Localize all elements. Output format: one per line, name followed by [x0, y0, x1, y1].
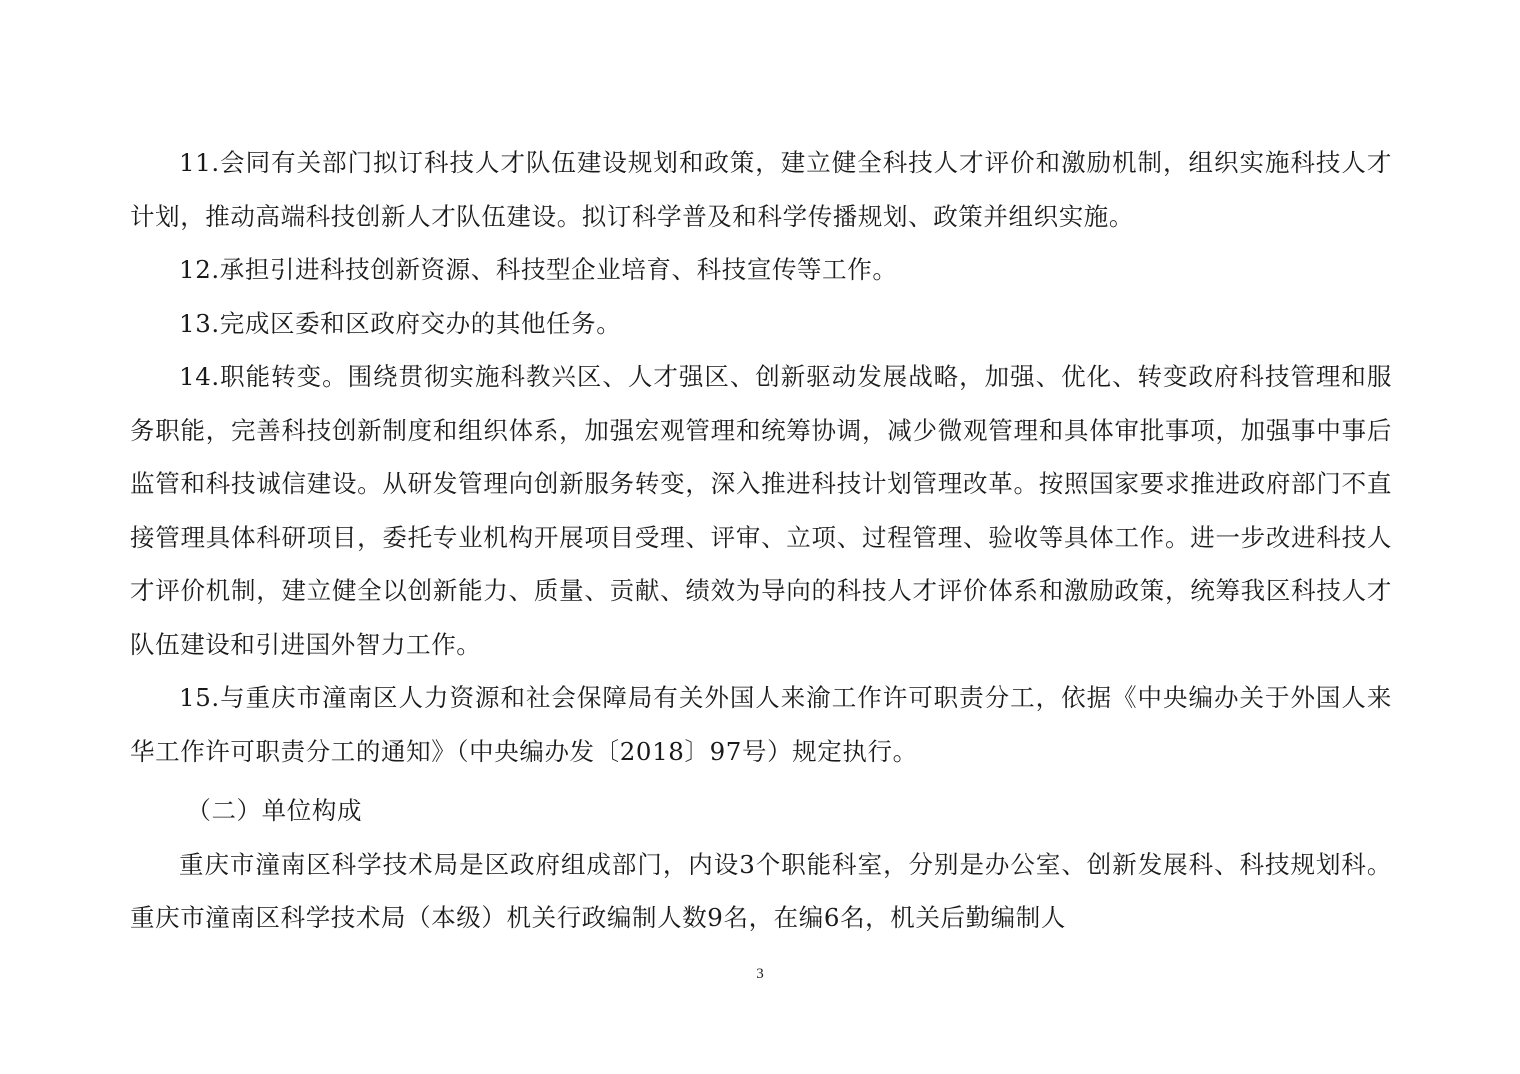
paragraph-item-14: 14.职能转变。围绕贯彻实施科教兴区、人才强区、创新驱动发展战略，加强、优化、转变政府科技管理和服务职能，完善科技创新制度和组织体系，加强宏观管理和统筹协调，减少微观管理和具体审批事项，加强事中事后监管和科技诚信建设。从研发管理向创新服务转变，深入推进科技计划管理改革。按照国家要求推进政府部门不直接管理具体科研项目，委托专业机构开展项目受理、评审、立项、过程管理、验收等具体工作。进一步改进科技人才评价机制，建立健全以创新能力、质量、贡献、绩效为导向的科技人才评价体系和激励政策，统筹我区科技人才队伍建设和引进国外智力工作。 [130, 362, 1392, 659]
section-paragraph: 重庆市潼南区科学技术局是区政府组成部门，内设3个职能科室，分别是办公室、创新发展科、科技规划科。重庆市潼南区科学技术局（本级）机关行政编制人数9名，在编6名，机关后勤编制人 [130, 849, 1392, 932]
document-body [130, 136, 1392, 945]
paragraph-item-13: 13.完成区委和区政府交办的其他任务。 [179, 308, 622, 338]
paragraph-item-15: 15.与重庆市潼南区人力资源和社会保障局有关外国人来渝工作许可职责分工，依据《中央编办关于外国人来华工作许可职责分工的通知》（中央编办发〔2018〕97号）规定执行。 [130, 683, 1392, 766]
paragraph-item-11: 11.会同有关部门拟订科技人才队伍建设规划和政策，建立健全科技人才评价和激励机制，组织实施科技人才计划，推动高端科技创新人才队伍建设。拟订科学普及和科学传播规划、政策并组织实施。 [130, 148, 1392, 231]
page-number: 3 [756, 966, 764, 982]
section-heading: （二）单位构成 [186, 796, 363, 825]
paragraph-item-12: 12.承担引进科技创新资源、科技型企业培育、科技宣传等工作。 [179, 255, 898, 284]
